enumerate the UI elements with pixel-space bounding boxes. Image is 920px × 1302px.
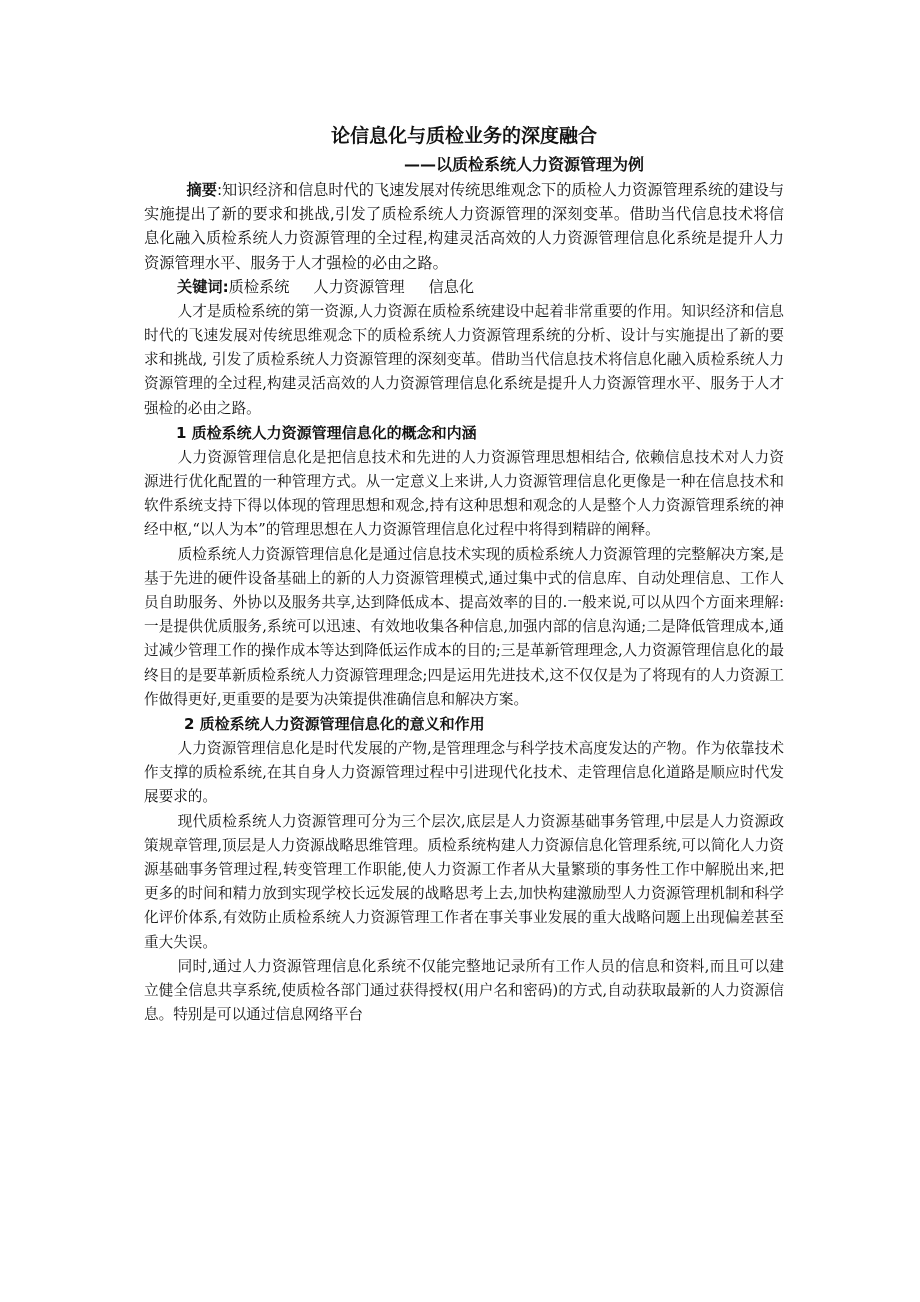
body-paragraph: 现代质检系统人力资源管理可分为三个层次,底层是人力资源基础事务管理,中层是人力资源政策规章管理,顶层是人力资源战略思维管理。质检系统构建人力资源信息化管理系统,可以简化人力资源基础事务管理过程,转变管理工作职能,使人力资源工作者从大量繁琐的事务性工作中解脱出来,把更多的时间和精力放到实现学校长远发展的战略思考上去,加快构建激励型人力资源管理机制和科学化评价体系,有效防止质检系统人力资源管理工作者在事关事业发展的重大战略问题上出现偏差甚至重大失误。 bbox=[144, 812, 784, 951]
keyword: 质检系统 bbox=[228, 277, 290, 296]
section-heading: 2 质检系统人力资源管理信息化的意义和作用 bbox=[184, 715, 485, 734]
body-paragraph: 人力资源管理信息化是把信息技术和先进的人力资源管理思想相结合, 依赖信息技术对人力资源进行优化配置的一种管理方式。从一定意义上来讲,人力资源管理信息化更像是一种在信息技术和软件系统支持下得以体现的管理思想和观念,持有这种思想和观念的人是整个人力资源管理系统的神经中枢,“以人为本”的管理思想在人力资源管理信息化过程中将得到精辟的阐释。 bbox=[144, 448, 784, 539]
document-subtitle: ——以质检系统人力资源管理为例 bbox=[403, 155, 644, 174]
keywords-label: 关键词: bbox=[177, 277, 229, 296]
keywords bbox=[144, 275, 784, 300]
document-page bbox=[144, 120, 784, 1028]
keyword: 人力资源管理 bbox=[313, 277, 405, 296]
body-paragraph: 质检系统人力资源管理信息化是通过信息技术实现的质检系统人力资源管理的完整解决方案,是基于先进的硬件设备基础上的新的人力资源管理模式,通过集中式的信息库、自动处理信息、工作人员自助服务、外协以及服务共享,达到降低成本、提高效率的目的.一般来说,可以从四个方面来理解: 一是提供优质服务,系统可以迅速、有效地收集各种信息,加强内部的信息沟通;二是降低管理成本,通过减少管理工作的操作成本等达到降低运作成本的目的;三是革新管理理念,人力资源管理信息化的最终目的是要革新质检系统人力资源管理理念;四是运用先进技术,这不仅仅是为了将现有的人力资源工作做得更好,更重要的是要为决策提供准确信息和解决方案。 bbox=[144, 545, 784, 708]
keyword: 信息化 bbox=[428, 277, 475, 296]
abstract-label: 摘要 bbox=[186, 181, 217, 199]
section-heading: 1 质检系统人力资源管理信息化的概念和内涵 bbox=[176, 423, 477, 442]
document-title: 论信息化与质检业务的深度融合 bbox=[330, 125, 597, 147]
intro-paragraph: 人才是质检系统的第一资源,人力资源在质检系统建设中起着非常重要的作用。知识经济和信息时代的飞速发展对传统思维观念下的质检系统人力资源管理系统的分析、设计与实施提出了新的要求和挑战, 引发了质检系统人力资源管理的深刻变革。借助当代信息技术将信息化融入质检系统人力资源管理的全过程,构建灵活高效的人力资源管理信息化系统是提升人力资源管理水平、服务于人才强检的必由之路。 bbox=[144, 302, 784, 417]
abstract-text: :知识经济和信息时代的飞速发展对传统思维观念下的质检人力资源管理系统的建设与实施提出了新的要求和挑战,引发了质检系统人力资源管理的深刻变革。借助当代信息技术将信息化融入质检系统人力资源管理的全过程,构建灵活高效的人力资源管理信息化系统是提升人力资源管理水平、服务于人才强检的必由之路。 bbox=[144, 181, 785, 272]
abstract bbox=[144, 178, 784, 275]
body-paragraph: 人力资源管理信息化是时代发展的产物,是管理理念与科学技术高度发达的产物。作为依靠技术作支撑的质检系统,在其自身人力资源管理过程中引进现代化技术、走管理信息化道路是顺应时代发展要求的。 bbox=[144, 740, 784, 806]
body-paragraph: 同时,通过人力资源管理信息化系统不仅能完整地记录所有工作人员的信息和资料,而且可以建立健全信息共享系统,使质检各部门通过获得授权(用户名和密码)的方式,自动获取最新的人力资源信息。特别是可以通过信息网络平台 bbox=[144, 957, 784, 1024]
